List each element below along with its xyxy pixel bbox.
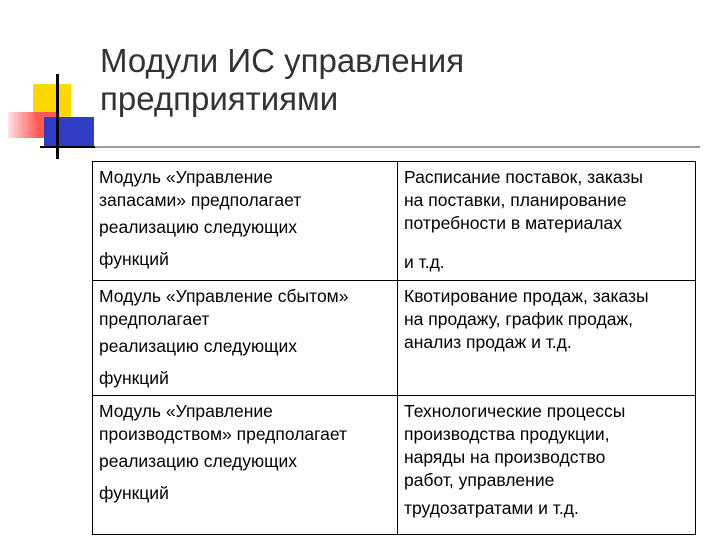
module-cell [93, 396, 398, 535]
table-row [93, 396, 696, 535]
functions-cell [398, 162, 696, 281]
cell-text: на продажу, график продаж, [404, 309, 633, 329]
cell-text: реализацию следующих [99, 336, 298, 356]
cell-text: функций [99, 249, 169, 269]
cell-text: запасами» предполагает [99, 190, 302, 210]
table-row [93, 162, 696, 281]
slide-title-line-2: предприятиями [100, 80, 339, 117]
cell-text: производства продукции, [404, 424, 610, 444]
cell-text: на поставки, планирование [404, 190, 627, 210]
cell-text: предполагает [99, 309, 210, 329]
cell-text: реализацию следующих [99, 451, 298, 471]
functions-cell [398, 281, 696, 396]
cell-text: реализацию следующих [99, 217, 298, 237]
functions-cell [398, 396, 696, 535]
cell-text: анализ продаж и т.д. [404, 332, 572, 352]
cell-text: Модуль «Управление сбытом» [99, 286, 349, 306]
modules-table [92, 161, 696, 535]
cell-text: Модуль «Управление [99, 401, 273, 421]
cell-text: наряды на производство [404, 447, 606, 467]
module-cell [93, 162, 398, 281]
cell-text: Квотирование продаж, заказы [404, 286, 649, 306]
title-rule [40, 146, 700, 148]
cell-text: потребности в материалах [404, 213, 622, 233]
table-row [93, 281, 696, 396]
cell-text: Модуль «Управление [99, 167, 273, 187]
cell-text: и т.д. [404, 252, 445, 272]
cell-text: производством» предполагает [99, 424, 348, 444]
cell-text: Расписание поставок, заказы [404, 167, 644, 187]
module-cell [93, 281, 398, 396]
cell-text: Технологические процессы [404, 401, 626, 421]
title-rule-accent [40, 146, 95, 148]
cell-text: трудозатратами и т.д. [404, 498, 579, 518]
slide-title [100, 42, 690, 118]
cell-text: функций [99, 368, 169, 388]
cell-text: функций [99, 483, 169, 503]
logo-blue-square [44, 117, 94, 147]
slide-title-line-1: Модули ИС управления [100, 42, 465, 79]
cell-text: работ, управление [404, 470, 555, 490]
